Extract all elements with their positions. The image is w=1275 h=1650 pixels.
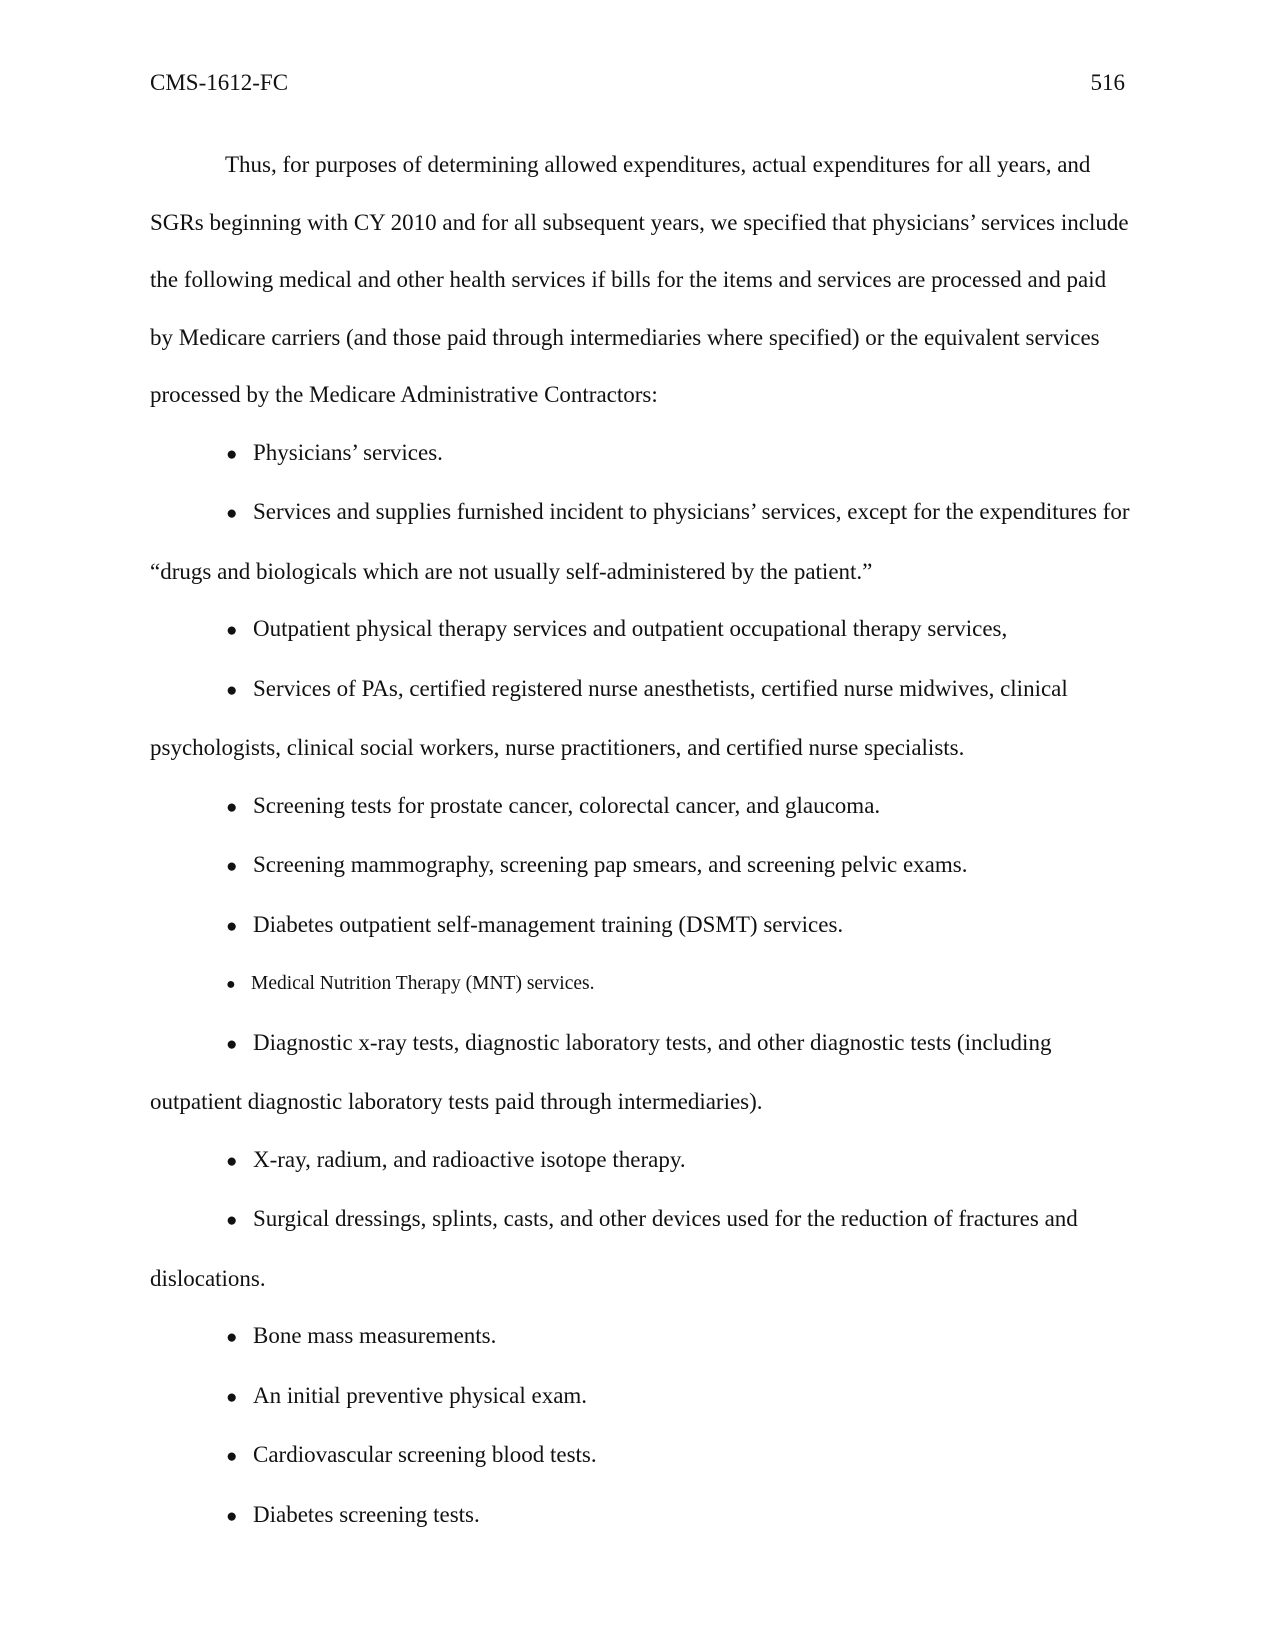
bullet-icon: ● <box>226 976 236 993</box>
bullet-text: Outpatient physical therapy services and outpatient occupational therapy services, <box>253 616 1008 641</box>
bullet-text: Cardiovascular screening blood tests. <box>253 1442 597 1467</box>
bullet-text: Physicians’ services. <box>253 439 443 465</box>
document-body <box>150 136 1130 1545</box>
bullet-icon: ● <box>226 1210 238 1231</box>
bullet-icon: ● <box>226 620 238 641</box>
bullet-icon: ● <box>226 1033 238 1055</box>
bullet-item <box>150 1307 1130 1367</box>
bullet-item <box>150 1426 1130 1486</box>
bullet-text: Screening tests for prostate cancer, colorectal cancer, and glaucoma. <box>253 792 881 818</box>
bullet-item <box>150 896 1130 956</box>
bullet-icon: ● <box>226 1327 238 1348</box>
bullet-text: An initial preventive physical exam. <box>253 1382 588 1408</box>
page-number: 516 <box>1090 70 1125 95</box>
bullet-icon: ● <box>226 679 238 701</box>
bullet-text: Diabetes screening tests. <box>253 1501 480 1527</box>
bullet-text: X-ray, radium, and radioactive isotope therapy. <box>253 1146 686 1172</box>
bullet-item <box>150 483 1130 600</box>
bullet-icon: ● <box>226 503 238 524</box>
bullet-item <box>150 1190 1130 1307</box>
bullet-text: Surgical dressings, splints, casts, and other devices used for the reduction of fractures and dislocations. <box>150 1206 1078 1291</box>
bullet-item <box>150 955 1130 1014</box>
bullet-item <box>150 1486 1130 1546</box>
bullet-text: Medical Nutrition Therapy (MNT) services. <box>251 973 595 994</box>
bullet-icon: ● <box>226 1386 238 1408</box>
bullet-text: Screening mammography, screening pap smears, and screening pelvic exams. <box>253 852 968 877</box>
bullet-text: Services of PAs, certified registered nurse anesthetists, certified nurse midwives, clinical psychologists, clinical social workers, nurse practitioners, and certified nurse specialists. <box>150 675 1068 760</box>
bullet-item <box>150 424 1130 484</box>
bullet-text: Diagnostic x-ray tests, diagnostic laboratory tests, and other diagnostic tests (including outpatient diagnostic laboratory tests paid through intermediaries). <box>150 1029 1052 1114</box>
bullet-text: Bone mass measurements. <box>253 1323 497 1348</box>
bullet-icon: ● <box>226 443 238 465</box>
bullet-text: Diabetes outpatient self-management training (DSMT) services. <box>253 911 844 937</box>
bullet-icon: ● <box>226 1505 238 1527</box>
bullet-icon: ● <box>226 856 238 877</box>
document-id: CMS-1612-FC <box>150 70 289 95</box>
bullet-item <box>150 1367 1130 1427</box>
bullet-item <box>150 600 1130 660</box>
bullet-item <box>150 777 1130 837</box>
bullet-item <box>150 1014 1130 1131</box>
bullet-icon: ● <box>226 796 238 818</box>
bullet-icon: ● <box>226 1150 238 1172</box>
bullet-icon: ● <box>226 915 238 937</box>
bullet-icon: ● <box>226 1446 238 1467</box>
bullet-item <box>150 660 1130 777</box>
bullet-text: Services and supplies furnished incident to physicians’ services, except for the expenditures for “drugs and biologicals which are not usually self-administered by the patient.” <box>150 499 1130 584</box>
page-header <box>150 70 1125 106</box>
bullet-item <box>150 836 1130 896</box>
bullet-item <box>150 1131 1130 1191</box>
intro-paragraph: Thus, for purposes of determining allowed expenditures, actual expenditures for all years, and SGRs beginning with CY 2010 and for all subsequent years, we specified that physicians’ services include the following medical and other health services if bills for the items and services are processed and paid by Medicare carriers (and those paid through intermediaries where specified) or the equivalent services processed by the Medicare Administrative Contractors: <box>150 152 1129 407</box>
